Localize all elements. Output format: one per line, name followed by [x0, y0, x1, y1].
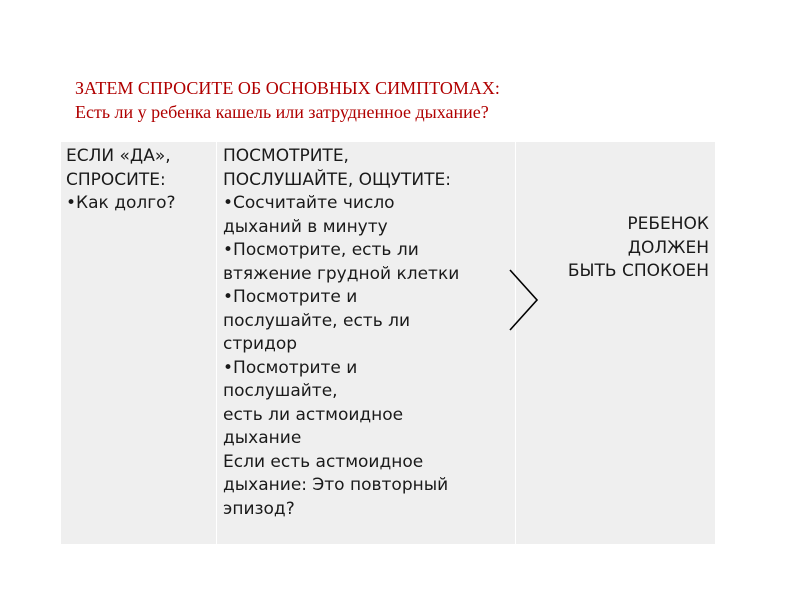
bullet-wheeze-line3: есть ли астмоидное: [223, 404, 404, 425]
bullet-wheeze-line1: • Посмотрите и: [223, 357, 511, 381]
bullet-count-breaths-line2: дыханий в минуту: [223, 216, 388, 237]
wheeze-recurrent-line2: дыхание: Это повторный: [223, 475, 449, 495]
symptoms-table: [61, 142, 715, 544]
bullet-stridor-line3: стридор: [223, 334, 298, 354]
table-column-calm-note: [516, 142, 715, 544]
bullet-wheeze-line2: послушайте,: [223, 381, 338, 401]
calm-note-line3: БЫТЬ СПОКОЕН: [567, 261, 709, 281]
table-column-look-listen: [217, 142, 516, 544]
heading-title: ЗАТЕМ СПРОСИТЕ ОБ ОСНОВНЫХ СИМПТОМАХ:: [75, 78, 500, 98]
bullet-stridor-line2: послушайте, есть ли: [223, 310, 411, 331]
ask-header-line1: ЕСЛИ «ДА»,: [66, 146, 171, 166]
chevron-right-bracket-icon: [506, 268, 540, 332]
calm-note-line1: РЕБЕНОК: [627, 214, 709, 234]
bullet-chest-indrawing-line1: • Посмотрите, есть ли: [223, 239, 511, 263]
heading-question: Есть ли у ребенка кашель или затрудненное дыхание?: [75, 102, 489, 122]
look-header-line1: ПОСМОТРИТЕ,: [223, 146, 349, 166]
ask-bullet-how-long: • Как долго?: [66, 192, 212, 216]
bullet-count-breaths-line1: • Сосчитайте число: [223, 192, 511, 216]
bullet-stridor-line1: • Посмотрите и: [223, 286, 511, 310]
slide-heading: [75, 76, 775, 124]
bullet-chest-indrawing-line2: втяжение грудной клетки: [223, 263, 460, 284]
wheeze-recurrent-line3: эпизод?: [223, 498, 295, 519]
calm-note-line2: ДОЛЖЕН: [627, 237, 709, 258]
table-column-ask: [61, 142, 217, 544]
ask-header-line2: СПРОСИТЕ:: [66, 169, 166, 190]
look-header-line2: ПОСЛУШАЙТЕ, ОЩУТИТЕ:: [223, 169, 451, 190]
bullet-wheeze-line4: дыхание: [223, 428, 302, 448]
wheeze-recurrent-line1: Если есть астмоидное: [223, 451, 424, 472]
